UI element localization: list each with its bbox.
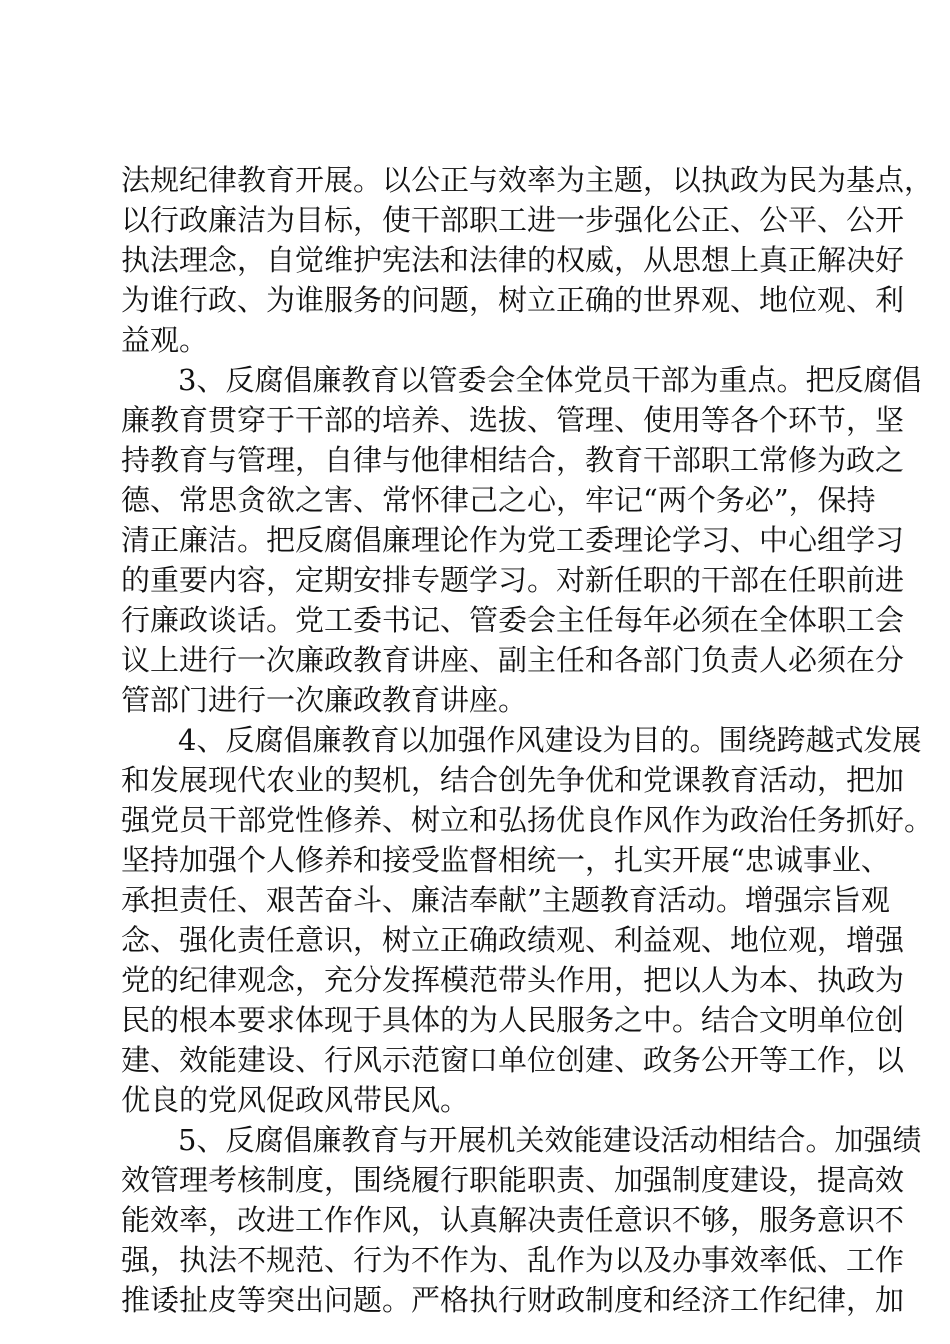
text-line [0,520,950,560]
text-line [0,1240,950,1280]
text-line [0,680,950,720]
line-text: 为谁行政、为谁服务的问题，树立正确的世界观、地位观、利 [121,283,905,317]
line-text: 建、效能建设、行风示范窗口单位创建、政务公开等工作，以 [121,1043,905,1077]
text-line [0,1040,950,1080]
text-line [0,1200,950,1240]
text-line [0,640,950,680]
line-text: 益观。 [121,323,209,357]
text-line [0,720,950,760]
text-line [0,440,950,480]
line-text: 民的根本要求体现于具体的为人民服务之中。结合文明单位创 [121,1003,905,1037]
text-line [0,280,950,320]
text-line [0,880,950,920]
text-line [0,400,950,440]
line-text: 管部门进行一次廉政教育讲座。 [121,683,528,717]
line-text: 强党员干部党性修养、树立和弘扬优良作风作为政治任务抓好。 [121,803,934,837]
line-text: 能效率，改进工作作风，认真解决责任意识不够，服务意识不 [121,1203,905,1237]
line-text: 坚持加强个人修养和接受监督相统一，扎实开展“忠诚事业、 [121,843,890,877]
text-line [0,760,950,800]
line-text: 廉教育贯穿于干部的培养、选拔、管理、使用等各个环节，坚 [121,403,905,437]
line-text: 效管理考核制度，围绕履行职能职责、加强制度建设，提高效 [121,1163,905,1197]
line-text: 德、常思贪欲之害、常怀律己之心，牢记“两个务必”，保持 [121,483,876,517]
line-text: 推诿扯皮等突出问题。严格执行财政制度和经济工作纪律，加 [121,1283,905,1317]
text-line [0,1120,950,1160]
text-line [0,960,950,1000]
line-text: 法规纪律教育开展。以公正与效率为主题，以执政为民为基点， [121,163,934,197]
line-text: 念、强化责任意识，树立正确政绩观、利益观、地位观，增强 [121,923,905,957]
line-text: 的重要内容，定期安排专题学习。对新任职的干部在任职前进 [121,563,905,597]
line-text: 和发展现代农业的契机，结合创先争优和党课教育活动，把加 [121,763,905,797]
line-text: 3、反腐倡廉教育以管委会全体党员干部为重点。把反腐倡 [178,363,922,397]
text-line [0,840,950,880]
text-line [0,600,950,640]
line-text: 党的纪律观念，充分发挥模范带头作用，把以人为本、执政为 [121,963,905,997]
text-line [0,1160,950,1200]
text-line [0,1280,950,1320]
line-text: 强，执法不规范、行为不作为、乱作为以及办事效率低、工作 [121,1243,905,1277]
text-line [0,360,950,400]
line-text: 4、反腐倡廉教育以加强作风建设为目的。围绕跨越式发展 [178,723,922,757]
text-line [0,920,950,960]
line-text: 持教育与管理，自律与他律相结合，教育干部职工常修为政之 [121,443,905,477]
text-line [0,560,950,600]
text-line [0,1000,950,1040]
line-text: 优良的党风促政风带民风。 [121,1083,470,1117]
line-text: 以行政廉洁为目标，使干部职工进一步强化公正、公平、公开 [121,203,905,237]
text-line [0,320,950,360]
line-text: 行廉政谈话。党工委书记、管委会主任每年必须在全体职工会 [121,603,905,637]
text-line [0,800,950,840]
line-text: 清正廉洁。把反腐倡廉理论作为党工委理论学习、中心组学习 [121,523,905,557]
text-line [0,200,950,240]
line-text: 5、反腐倡廉教育与开展机关效能建设活动相结合。加强绩 [178,1123,922,1157]
text-line [0,480,950,520]
text-line [0,160,950,200]
line-text: 承担责任、艰苦奋斗、廉洁奉献”主题教育活动。增强宗旨观 [121,883,890,917]
line-text: 议上进行一次廉政教育讲座、副主任和各部门负责人必须在分 [121,643,905,677]
text-line [0,240,950,280]
line-text: 执法理念，自觉维护宪法和法律的权威，从思想上真正解决好 [121,243,905,277]
text-line [0,1080,950,1120]
